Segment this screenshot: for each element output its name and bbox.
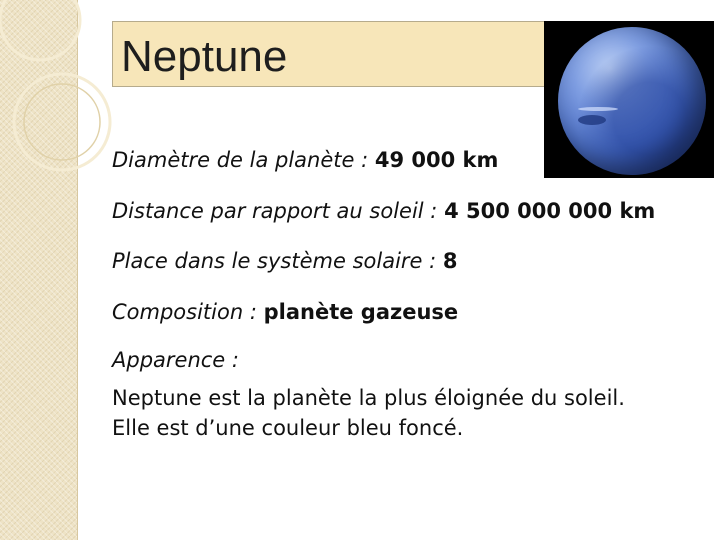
fact-label: Place dans le système solaire : <box>112 249 437 273</box>
appearance-line-2: Elle est d’une couleur bleu foncé. <box>112 416 464 440</box>
fact-value: 4 500 000 000 km <box>444 199 656 223</box>
fact-value: planète gazeuse <box>263 300 459 324</box>
page-title: Neptune <box>121 32 288 81</box>
fact-position <box>112 247 458 275</box>
fact-composition <box>112 298 458 326</box>
appearance-line-1: Neptune est la planète la plus éloignée du soleil. <box>112 386 625 410</box>
fact-label: Diamètre de la planète : <box>112 148 369 172</box>
dark-spot-icon <box>578 115 606 125</box>
neptune-image <box>544 21 714 178</box>
cloud-streak-icon <box>578 107 618 111</box>
fact-value: 8 <box>442 249 458 273</box>
title-box <box>112 21 582 87</box>
fact-label: Apparence : <box>112 348 239 372</box>
fact-value: 49 000 km <box>374 148 499 172</box>
fact-distance <box>112 197 655 225</box>
planet-neptune-icon <box>558 27 706 175</box>
fact-label: Distance par rapport au soleil : <box>112 199 438 223</box>
fact-label: Composition : <box>112 300 257 324</box>
appearance-label <box>112 346 239 374</box>
fact-diameter <box>112 146 498 174</box>
